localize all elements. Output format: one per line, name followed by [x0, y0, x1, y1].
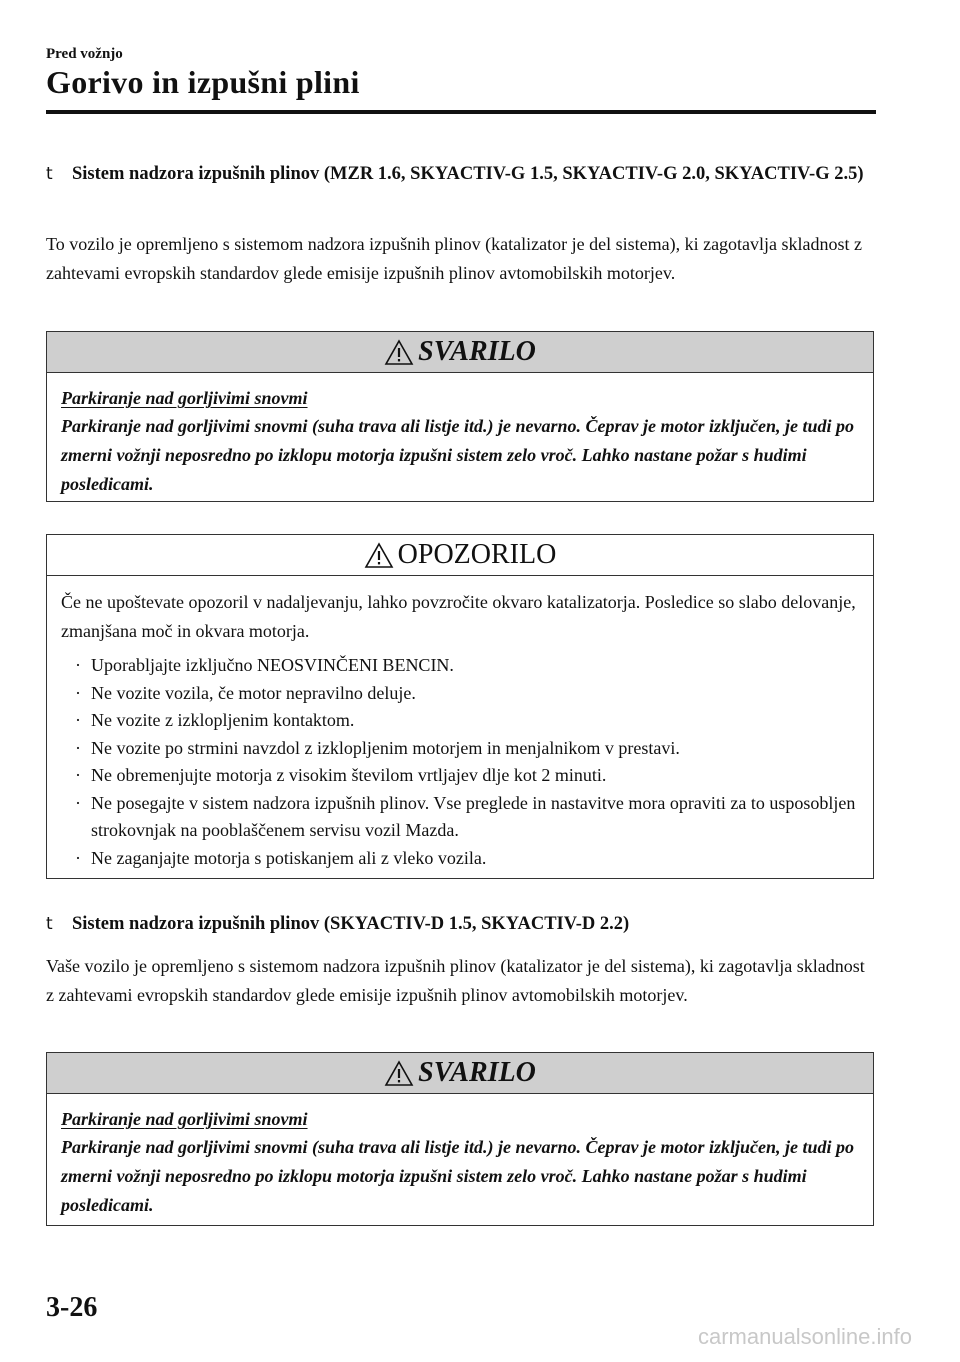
caution-list — [61, 652, 857, 872]
section-label: Pred vožnjo — [46, 46, 123, 62]
list-item-text: Uporabljajte izključno NEOSVINČENI BENCIN. — [91, 655, 454, 675]
list-item — [61, 707, 857, 735]
page-title: Gorivo in izpušni plini — [46, 64, 360, 100]
list-item-text: Ne vozite z izklopljenim kontaktom. — [91, 710, 355, 730]
bullet-dot-icon: · — [75, 682, 81, 703]
warning-title: SVARILO — [418, 1057, 536, 1088]
warning-title: SVARILO — [418, 336, 536, 367]
section-heading-text: Sistem nadzora izpušnih plinov (SKYACTIV-D 1.5, SKYACTIV-D 2.2) — [72, 914, 630, 934]
bullet-dot-icon: · — [75, 737, 81, 758]
warning-text: Parkiranje nad gorljivimi snovmi (suha trava ali listje itd.) je nevarno. Čeprav je motor izključen, je tudi po zmerni vožnji neposredno po izklopu motorja izpušni sistem zelo vroč. Lahko nastane požar s hudimi posledicami. — [61, 416, 855, 494]
bullet-dot-icon: · — [75, 847, 81, 868]
watermark: carmanualsonline.info — [697, 1324, 912, 1349]
warning-body — [47, 1094, 873, 1230]
bullet-dot-icon: · — [75, 710, 81, 730]
section-bullet-icon: t — [46, 914, 53, 934]
warning-triangle-icon — [364, 542, 394, 569]
warning-box — [46, 1052, 874, 1226]
section-heading-text: Sistem nadzora izpušnih plinov (MZR 1.6, SKYACTIV-G 1.5, SKYACTIV-G 2.0, SKYACTIV-G 2.5) — [72, 164, 864, 184]
warning-subtitle: Parkiranje nad gorljivimi snovmi — [61, 1109, 308, 1129]
title-rule — [46, 110, 876, 114]
caution-intro: Če ne upoštevate opozoril v nadaljevanju, lahko povzročite okvaro katalizatorja. Posledice so slabo delovanje, zmanjšana moč in okvara motorja. — [61, 592, 856, 641]
section-intro-diesel: Vaše vozilo je opremljeno s sistemom nadzora izpušnih plinov (katalizator je del sistema), ki zagotavlja skladnost z zahtevami evropskih standardov glede emisije izpušnih plinov avtomobilskih motorjev. — [46, 956, 865, 1005]
warning-triangle-icon — [384, 1060, 414, 1087]
section-heading-petrol — [46, 160, 876, 188]
bullet-dot-icon: · — [75, 655, 81, 675]
bullet-dot-icon: · — [75, 765, 81, 785]
section-intro-petrol: To vozilo je opremljeno s sistemom nadzora izpušnih plinov (katalizator je del sistema), ki zagotavlja skladnost z zahtevami evropskih standardov glede emisije izpušnih plinov avtomobilskih motorjev. — [46, 234, 863, 283]
caution-box — [46, 534, 874, 879]
list-item — [61, 762, 857, 790]
warning-triangle-icon — [384, 339, 414, 366]
warning-header — [47, 1053, 873, 1094]
list-item — [61, 735, 857, 763]
caution-body — [47, 576, 873, 882]
list-item — [61, 652, 857, 680]
list-item-text: Ne obremenjujte motorja z visokim številom vrtljajev dlje kot 2 minuti. — [91, 765, 607, 785]
warning-subtitle: Parkiranje nad gorljivimi snovmi — [61, 388, 308, 408]
section-heading-diesel — [46, 910, 876, 938]
list-item — [61, 680, 857, 708]
warning-box — [46, 331, 874, 502]
list-item-text: Ne zaganjajte motorja s potiskanjem ali z vleko vozila. — [91, 847, 487, 868]
list-item — [61, 790, 857, 845]
section-bullet-icon: t — [46, 164, 53, 184]
list-item-text: Ne vozite vozila, če motor nepravilno deluje. — [91, 682, 416, 703]
bullet-dot-icon: · — [75, 792, 81, 813]
warning-header — [47, 332, 873, 373]
caution-title: OPOZORILO — [397, 539, 557, 570]
warning-text: Parkiranje nad gorljivimi snovmi (suha trava ali listje itd.) je nevarno. Čeprav je motor izključen, je tudi po zmerni vožnji neposredno po izklopu motorja izpušni sistem zelo vroč. Lahko nastane požar s hudimi posledicami. — [61, 1137, 855, 1215]
warning-body — [47, 373, 873, 509]
page-number: 3-26 — [46, 1292, 98, 1323]
caution-header — [47, 535, 873, 576]
list-item-text: Ne vozite po strmini navzdol z izklopljenim motorjem in menjalnikom v prestavi. — [91, 737, 680, 758]
list-item-text: Ne posegajte v sistem nadzora izpušnih plinov. Vse preglede in nastavitve mora opraviti za to usposobljen strokovnjak na pooblaščenem servisu vozil Mazda. — [91, 792, 856, 840]
list-item — [61, 845, 857, 873]
